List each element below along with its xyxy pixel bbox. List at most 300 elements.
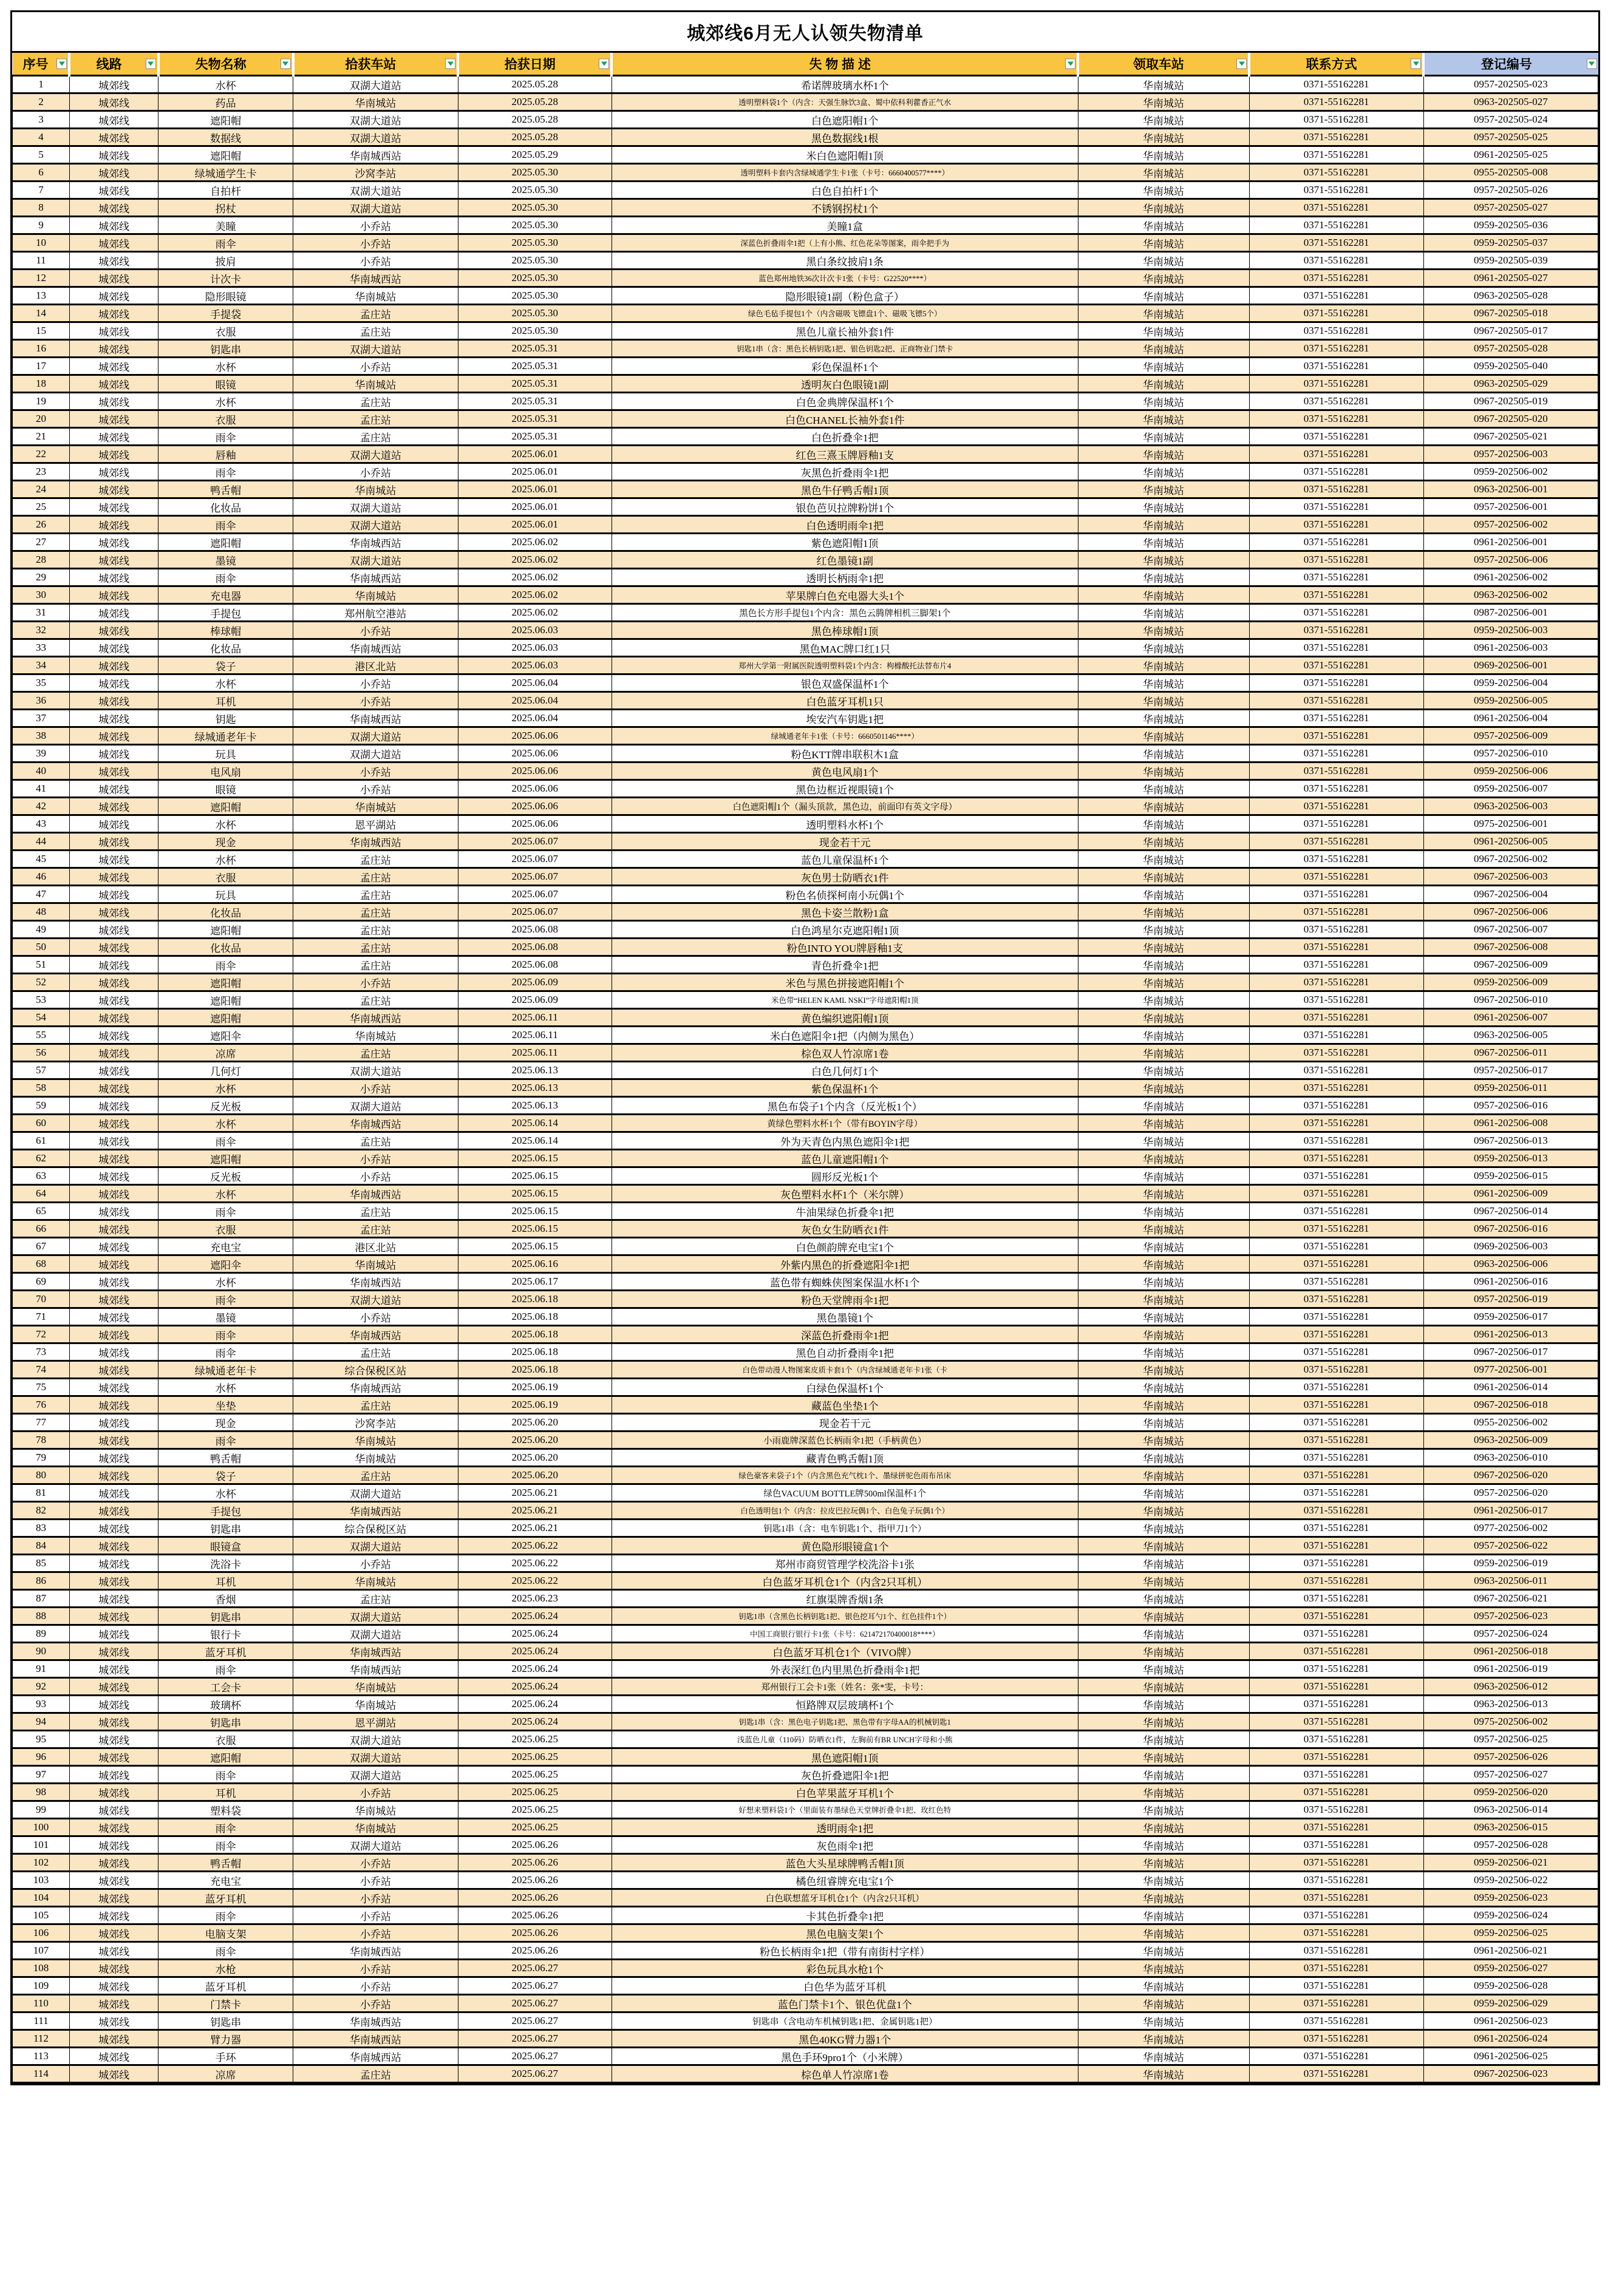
cell-description[interactable]: 钥匙1串（含：黑色电子钥匙1把、黑色带有字母AA的机械钥匙1 xyxy=(612,1713,1078,1731)
cell-description[interactable]: 蓝色儿童遮阳帽1个 xyxy=(612,1150,1078,1167)
cell-item_name[interactable]: 遮阳帽 xyxy=(158,1150,293,1167)
cell-found_date[interactable]: 2025.06.11 xyxy=(458,1009,612,1027)
cell-found_station[interactable]: 小乔站 xyxy=(293,763,458,780)
cell-found_station[interactable]: 华南城西站 xyxy=(293,639,458,657)
cell-item_name[interactable]: 臂力器 xyxy=(158,2030,293,2048)
cell-found_station[interactable]: 华南城西站 xyxy=(293,1273,458,1291)
cell-description[interactable]: 外紫内黑色的折叠遮阳伞1把 xyxy=(612,1255,1078,1273)
column-header-claim-station[interactable] xyxy=(1078,53,1249,76)
cell-no[interactable]: 53 xyxy=(13,991,70,1009)
cell-contact[interactable]: 0371-55162281 xyxy=(1249,1872,1423,1889)
cell-reg_no[interactable]: 0967-202506-016 xyxy=(1423,1220,1598,1238)
cell-no[interactable]: 84 xyxy=(13,1537,70,1555)
cell-description[interactable]: 钥匙1串（含：黑色长柄钥匙1把、银色钥匙2把、正商物业门禁卡 xyxy=(612,340,1078,358)
cell-reg_no[interactable]: 0963-202506-010 xyxy=(1423,1449,1598,1467)
cell-contact[interactable]: 0371-55162281 xyxy=(1249,2030,1423,2048)
cell-contact[interactable]: 0371-55162281 xyxy=(1249,1396,1423,1414)
cell-claim_station[interactable]: 华南城站 xyxy=(1078,270,1249,287)
cell-item_name[interactable]: 化妆品 xyxy=(158,939,293,956)
cell-line[interactable]: 城郊线 xyxy=(69,1625,158,1643)
cell-description[interactable]: 米白色遮阳帽1顶 xyxy=(612,146,1078,164)
cell-description[interactable]: 白色蓝牙耳机仓1个（内含2只耳机） xyxy=(612,1572,1078,1590)
cell-found_date[interactable]: 2025.06.11 xyxy=(458,1027,612,1044)
cell-found_date[interactable]: 2025.06.20 xyxy=(458,1467,612,1484)
cell-claim_station[interactable]: 华南城站 xyxy=(1078,939,1249,956)
cell-contact[interactable]: 0371-55162281 xyxy=(1249,1924,1423,1942)
cell-contact[interactable]: 0371-55162281 xyxy=(1249,446,1423,463)
cell-item_name[interactable]: 钥匙 xyxy=(158,710,293,727)
cell-reg_no[interactable]: 0959-202506-011 xyxy=(1423,1079,1598,1097)
cell-line[interactable]: 城郊线 xyxy=(69,410,158,428)
cell-reg_no[interactable]: 0967-202506-017 xyxy=(1423,1343,1598,1361)
cell-found_date[interactable]: 2025.06.01 xyxy=(458,498,612,516)
cell-claim_station[interactable]: 华南城站 xyxy=(1078,622,1249,639)
cell-contact[interactable]: 0371-55162281 xyxy=(1249,798,1423,815)
cell-item_name[interactable]: 雨伞 xyxy=(158,1291,293,1308)
cell-claim_station[interactable]: 华南城站 xyxy=(1078,516,1249,534)
cell-line[interactable]: 城郊线 xyxy=(69,146,158,164)
cell-reg_no[interactable]: 0959-202506-002 xyxy=(1423,463,1598,481)
cell-description[interactable]: 黑色棒球帽1顶 xyxy=(612,622,1078,639)
cell-no[interactable]: 74 xyxy=(13,1361,70,1379)
cell-claim_station[interactable]: 华南城站 xyxy=(1078,1484,1249,1502)
cell-found_station[interactable]: 双湖大道站 xyxy=(293,182,458,199)
cell-claim_station[interactable]: 华南城站 xyxy=(1078,1203,1249,1220)
cell-no[interactable]: 92 xyxy=(13,1678,70,1696)
cell-contact[interactable]: 0371-55162281 xyxy=(1249,1766,1423,1784)
cell-description[interactable]: 粉色KTT牌串联积木1盒 xyxy=(612,745,1078,763)
cell-claim_station[interactable]: 华南城站 xyxy=(1078,1731,1249,1748)
cell-no[interactable]: 19 xyxy=(13,393,70,410)
cell-claim_station[interactable]: 华南城站 xyxy=(1078,956,1249,974)
cell-line[interactable]: 城郊线 xyxy=(69,1062,158,1079)
cell-description[interactable]: 恒路牌双层玻璃杯1个 xyxy=(612,1696,1078,1713)
cell-reg_no[interactable]: 0959-202506-022 xyxy=(1423,1872,1598,1889)
cell-reg_no[interactable]: 0959-202505-040 xyxy=(1423,358,1598,375)
cell-description[interactable]: 外表深红色内里黑色折叠雨伞1把 xyxy=(612,1660,1078,1678)
cell-found_station[interactable]: 小乔站 xyxy=(293,1907,458,1924)
cell-line[interactable]: 城郊线 xyxy=(69,1432,158,1449)
cell-found_station[interactable]: 小乔站 xyxy=(293,1079,458,1097)
cell-item_name[interactable]: 遮阳帽 xyxy=(158,1748,293,1766)
cell-reg_no[interactable]: 0961-202506-005 xyxy=(1423,833,1598,851)
cell-description[interactable]: 苹果牌白色充电器大头1个 xyxy=(612,586,1078,604)
cell-line[interactable]: 城郊线 xyxy=(69,164,158,182)
cell-claim_station[interactable]: 华南城站 xyxy=(1078,1361,1249,1379)
cell-line[interactable]: 城郊线 xyxy=(69,1150,158,1167)
cell-item_name[interactable]: 玩具 xyxy=(158,886,293,903)
cell-reg_no[interactable]: 0963-202506-014 xyxy=(1423,1801,1598,1819)
cell-line[interactable]: 城郊线 xyxy=(69,76,158,93)
cell-item_name[interactable]: 化妆品 xyxy=(158,639,293,657)
cell-no[interactable]: 105 xyxy=(13,1907,70,1924)
cell-found_date[interactable]: 2025.06.06 xyxy=(458,763,612,780)
cell-item_name[interactable]: 遮阳伞 xyxy=(158,1255,293,1273)
cell-item_name[interactable]: 洗浴卡 xyxy=(158,1555,293,1572)
cell-no[interactable]: 38 xyxy=(13,727,70,745)
cell-no[interactable]: 61 xyxy=(13,1132,70,1150)
cell-found_station[interactable]: 小乔站 xyxy=(293,622,458,639)
cell-no[interactable]: 32 xyxy=(13,622,70,639)
cell-found_date[interactable]: 2025.06.06 xyxy=(458,780,612,798)
cell-found_date[interactable]: 2025.06.22 xyxy=(458,1555,612,1572)
cell-line[interactable]: 城郊线 xyxy=(69,674,158,692)
cell-line[interactable]: 城郊线 xyxy=(69,1555,158,1572)
cell-item_name[interactable]: 水杯 xyxy=(158,358,293,375)
cell-description[interactable]: 紫色遮阳帽1顶 xyxy=(612,534,1078,551)
cell-item_name[interactable]: 凉席 xyxy=(158,2065,293,2083)
cell-line[interactable]: 城郊线 xyxy=(69,763,158,780)
cell-found_station[interactable]: 小乔站 xyxy=(293,252,458,270)
cell-no[interactable]: 65 xyxy=(13,1203,70,1220)
cell-claim_station[interactable]: 华南城站 xyxy=(1078,1713,1249,1731)
cell-line[interactable]: 城郊线 xyxy=(69,270,158,287)
cell-found_station[interactable]: 华南城站 xyxy=(293,287,458,305)
cell-claim_station[interactable]: 华南城站 xyxy=(1078,1027,1249,1044)
cell-description[interactable]: 灰色折叠遮阳伞1把 xyxy=(612,1766,1078,1784)
cell-item_name[interactable]: 反光板 xyxy=(158,1097,293,1115)
cell-no[interactable]: 79 xyxy=(13,1449,70,1467)
cell-description[interactable]: 中国工商银行银行卡1张（卡号：621472170400018****） xyxy=(612,1625,1078,1643)
cell-contact[interactable]: 0371-55162281 xyxy=(1249,1027,1423,1044)
cell-no[interactable]: 58 xyxy=(13,1079,70,1097)
cell-found_date[interactable]: 2025.06.06 xyxy=(458,815,612,833)
cell-item_name[interactable]: 钥匙串 xyxy=(158,2012,293,2030)
cell-item_name[interactable]: 遮阳帽 xyxy=(158,974,293,991)
cell-description[interactable]: 深蓝色折叠雨伞1把（上有小熊、红色花朵等图案，雨伞把手为 xyxy=(612,234,1078,252)
cell-line[interactable]: 城郊线 xyxy=(69,481,158,498)
cell-no[interactable]: 87 xyxy=(13,1590,70,1608)
cell-reg_no[interactable]: 0967-202505-017 xyxy=(1423,322,1598,340)
cell-reg_no[interactable]: 0961-202506-003 xyxy=(1423,639,1598,657)
cell-claim_station[interactable]: 华南城站 xyxy=(1078,551,1249,569)
cell-contact[interactable]: 0371-55162281 xyxy=(1249,710,1423,727)
cell-item_name[interactable]: 绿城通学生卡 xyxy=(158,164,293,182)
cell-found_station[interactable]: 双湖大道站 xyxy=(293,1836,458,1854)
cell-claim_station[interactable]: 华南城站 xyxy=(1078,446,1249,463)
cell-claim_station[interactable]: 华南城站 xyxy=(1078,1396,1249,1414)
cell-found_station[interactable]: 孟庄站 xyxy=(293,1343,458,1361)
cell-line[interactable]: 城郊线 xyxy=(69,1731,158,1748)
cell-description[interactable]: 粉色天堂牌雨伞1把 xyxy=(612,1291,1078,1308)
cell-contact[interactable]: 0371-55162281 xyxy=(1249,463,1423,481)
cell-found_station[interactable]: 小乔站 xyxy=(293,974,458,991)
cell-found_station[interactable]: 华南城西站 xyxy=(293,569,458,586)
cell-reg_no[interactable]: 0961-202506-025 xyxy=(1423,2048,1598,2065)
cell-reg_no[interactable]: 0963-202506-001 xyxy=(1423,481,1598,498)
cell-reg_no[interactable]: 0967-202505-020 xyxy=(1423,410,1598,428)
cell-contact[interactable]: 0371-55162281 xyxy=(1249,287,1423,305)
cell-contact[interactable]: 0371-55162281 xyxy=(1249,1097,1423,1115)
cell-claim_station[interactable]: 华南城站 xyxy=(1078,569,1249,586)
cell-no[interactable]: 22 xyxy=(13,446,70,463)
cell-found_date[interactable]: 2025.05.31 xyxy=(458,410,612,428)
cell-description[interactable]: 美瞳1盒 xyxy=(612,217,1078,234)
cell-line[interactable]: 城郊线 xyxy=(69,498,158,516)
cell-line[interactable]: 城郊线 xyxy=(69,1836,158,1854)
cell-description[interactable]: 白色联想蓝牙耳机仓1个（内含2只耳机） xyxy=(612,1889,1078,1907)
cell-contact[interactable]: 0371-55162281 xyxy=(1249,1572,1423,1590)
cell-found_station[interactable]: 双湖大道站 xyxy=(293,1731,458,1748)
cell-no[interactable]: 14 xyxy=(13,305,70,322)
cell-item_name[interactable]: 鸭舌帽 xyxy=(158,1854,293,1872)
cell-item_name[interactable]: 袋子 xyxy=(158,1467,293,1484)
cell-contact[interactable]: 0371-55162281 xyxy=(1249,639,1423,657)
cell-found_date[interactable]: 2025.06.23 xyxy=(458,1590,612,1608)
cell-found_date[interactable]: 2025.06.18 xyxy=(458,1291,612,1308)
cell-claim_station[interactable]: 华南城站 xyxy=(1078,692,1249,710)
cell-contact[interactable]: 0371-55162281 xyxy=(1249,1942,1423,1960)
cell-contact[interactable]: 0371-55162281 xyxy=(1249,1291,1423,1308)
cell-reg_no[interactable]: 0959-202506-025 xyxy=(1423,1924,1598,1942)
cell-no[interactable]: 4 xyxy=(13,129,70,146)
cell-claim_station[interactable]: 华南城站 xyxy=(1078,886,1249,903)
cell-no[interactable]: 7 xyxy=(13,182,70,199)
cell-found_station[interactable]: 小乔站 xyxy=(293,1308,458,1326)
cell-line[interactable]: 城郊线 xyxy=(69,217,158,234)
cell-line[interactable]: 城郊线 xyxy=(69,551,158,569)
cell-claim_station[interactable]: 华南城站 xyxy=(1078,727,1249,745)
cell-line[interactable]: 城郊线 xyxy=(69,815,158,833)
cell-contact[interactable]: 0371-55162281 xyxy=(1249,1608,1423,1625)
cell-reg_no[interactable]: 0961-202506-007 xyxy=(1423,1009,1598,1027)
cell-found_date[interactable]: 2025.05.30 xyxy=(458,199,612,217)
cell-description[interactable]: 粉色INTO YOU牌唇釉1支 xyxy=(612,939,1078,956)
cell-found_station[interactable]: 双湖大道站 xyxy=(293,1608,458,1625)
cell-description[interactable]: 蓝色门禁卡1个、银色优盘1个 xyxy=(612,1995,1078,2012)
cell-claim_station[interactable]: 华南城站 xyxy=(1078,1977,1249,1995)
cell-claim_station[interactable]: 华南城站 xyxy=(1078,1608,1249,1625)
cell-found_date[interactable]: 2025.06.02 xyxy=(458,534,612,551)
cell-no[interactable]: 23 xyxy=(13,463,70,481)
cell-description[interactable]: 郑州市商贸管理学校洗浴卡1张 xyxy=(612,1555,1078,1572)
cell-found_date[interactable]: 2025.06.06 xyxy=(458,798,612,815)
cell-no[interactable]: 81 xyxy=(13,1484,70,1502)
cell-found_station[interactable]: 孟庄站 xyxy=(293,1203,458,1220)
cell-item_name[interactable]: 遮阳帽 xyxy=(158,798,293,815)
cell-found_station[interactable]: 小乔站 xyxy=(293,1924,458,1942)
cell-claim_station[interactable]: 华南城站 xyxy=(1078,2012,1249,2030)
cell-contact[interactable]: 0371-55162281 xyxy=(1249,868,1423,886)
cell-contact[interactable]: 0371-55162281 xyxy=(1249,358,1423,375)
cell-found_station[interactable]: 综合保税区站 xyxy=(293,1520,458,1537)
cell-description[interactable]: 白色CHANEL长袖外套1件 xyxy=(612,410,1078,428)
cell-found_station[interactable]: 华南城西站 xyxy=(293,1115,458,1132)
cell-found_date[interactable]: 2025.06.07 xyxy=(458,833,612,851)
cell-no[interactable]: 110 xyxy=(13,1995,70,2012)
cell-claim_station[interactable]: 华南城站 xyxy=(1078,481,1249,498)
cell-reg_no[interactable]: 0963-202505-028 xyxy=(1423,287,1598,305)
cell-reg_no[interactable]: 0959-202506-017 xyxy=(1423,1308,1598,1326)
cell-description[interactable]: 白色颜韵牌充电宝1个 xyxy=(612,1238,1078,1255)
cell-contact[interactable]: 0371-55162281 xyxy=(1249,270,1423,287)
cell-item_name[interactable]: 门禁卡 xyxy=(158,1995,293,2012)
cell-description[interactable]: 棕色双人竹凉席1卷 xyxy=(612,1044,1078,1062)
column-header-description[interactable] xyxy=(612,53,1078,76)
cell-item_name[interactable]: 水杯 xyxy=(158,1185,293,1203)
cell-contact[interactable]: 0371-55162281 xyxy=(1249,657,1423,674)
cell-item_name[interactable]: 遮阳帽 xyxy=(158,146,293,164)
cell-found_date[interactable]: 2025.06.16 xyxy=(458,1255,612,1273)
cell-description[interactable]: 钥匙1串（含黑色长柄钥匙1把、银色挖耳勺1个、红色挂件1个） xyxy=(612,1608,1078,1625)
cell-reg_no[interactable]: 0957-202506-027 xyxy=(1423,1766,1598,1784)
cell-line[interactable]: 城郊线 xyxy=(69,340,158,358)
cell-found_station[interactable]: 双湖大道站 xyxy=(293,111,458,129)
cell-item_name[interactable]: 披肩 xyxy=(158,252,293,270)
column-header-line[interactable] xyxy=(69,53,158,76)
cell-line[interactable]: 城郊线 xyxy=(69,903,158,921)
cell-reg_no[interactable]: 0987-202506-001 xyxy=(1423,604,1598,622)
cell-contact[interactable]: 0371-55162281 xyxy=(1249,393,1423,410)
cell-description[interactable]: 米色与黑色拼接遮阳帽1个 xyxy=(612,974,1078,991)
cell-found_date[interactable]: 2025.06.27 xyxy=(458,1977,612,1995)
cell-found_station[interactable]: 小乔站 xyxy=(293,463,458,481)
cell-line[interactable]: 城郊线 xyxy=(69,604,158,622)
cell-claim_station[interactable]: 华南城站 xyxy=(1078,1555,1249,1572)
cell-item_name[interactable]: 雨伞 xyxy=(158,463,293,481)
cell-line[interactable]: 城郊线 xyxy=(69,974,158,991)
cell-contact[interactable]: 0371-55162281 xyxy=(1249,674,1423,692)
cell-no[interactable]: 113 xyxy=(13,2048,70,2065)
cell-contact[interactable]: 0371-55162281 xyxy=(1249,1044,1423,1062)
cell-item_name[interactable]: 唇釉 xyxy=(158,446,293,463)
cell-no[interactable]: 95 xyxy=(13,1731,70,1748)
cell-item_name[interactable]: 衣服 xyxy=(158,322,293,340)
cell-found_station[interactable]: 孟庄站 xyxy=(293,1044,458,1062)
cell-claim_station[interactable]: 华南城站 xyxy=(1078,763,1249,780)
cell-contact[interactable]: 0371-55162281 xyxy=(1249,111,1423,129)
cell-found_date[interactable]: 2025.06.03 xyxy=(458,622,612,639)
cell-reg_no[interactable]: 0961-202506-002 xyxy=(1423,569,1598,586)
cell-claim_station[interactable]: 华南城站 xyxy=(1078,375,1249,393)
cell-description[interactable]: 银色芭贝拉牌粉饼1个 xyxy=(612,498,1078,516)
cell-no[interactable]: 90 xyxy=(13,1643,70,1660)
cell-no[interactable]: 82 xyxy=(13,1502,70,1520)
cell-item_name[interactable]: 电风扇 xyxy=(158,763,293,780)
cell-line[interactable]: 城郊线 xyxy=(69,93,158,111)
cell-reg_no[interactable]: 0957-202506-010 xyxy=(1423,745,1598,763)
cell-found_station[interactable]: 孟庄站 xyxy=(293,939,458,956)
cell-found_station[interactable]: 小乔站 xyxy=(293,1784,458,1801)
cell-line[interactable]: 城郊线 xyxy=(69,1995,158,2012)
cell-line[interactable]: 城郊线 xyxy=(69,1854,158,1872)
cell-description[interactable]: 粉色名侦探柯南小玩偶1个 xyxy=(612,886,1078,903)
cell-line[interactable]: 城郊线 xyxy=(69,322,158,340)
cell-claim_station[interactable]: 华南城站 xyxy=(1078,1414,1249,1432)
cell-line[interactable]: 城郊线 xyxy=(69,2048,158,2065)
cell-found_date[interactable]: 2025.06.25 xyxy=(458,1748,612,1766)
cell-no[interactable]: 64 xyxy=(13,1185,70,1203)
cell-found_station[interactable]: 双湖大道站 xyxy=(293,129,458,146)
cell-found_station[interactable]: 双湖大道站 xyxy=(293,551,458,569)
cell-no[interactable]: 31 xyxy=(13,604,70,622)
cell-no[interactable]: 60 xyxy=(13,1115,70,1132)
cell-contact[interactable]: 0371-55162281 xyxy=(1249,1220,1423,1238)
cell-item_name[interactable]: 计次卡 xyxy=(158,270,293,287)
cell-found_date[interactable]: 2025.06.21 xyxy=(458,1502,612,1520)
cell-line[interactable]: 城郊线 xyxy=(69,2012,158,2030)
cell-found_station[interactable]: 双湖大道站 xyxy=(293,745,458,763)
cell-found_date[interactable]: 2025.06.07 xyxy=(458,903,612,921)
cell-line[interactable]: 城郊线 xyxy=(69,1977,158,1995)
cell-item_name[interactable]: 雨伞 xyxy=(158,516,293,534)
cell-item_name[interactable]: 水杯 xyxy=(158,1484,293,1502)
filter-button[interactable] xyxy=(56,59,67,69)
cell-item_name[interactable]: 蓝牙耳机 xyxy=(158,1889,293,1907)
cell-contact[interactable]: 0371-55162281 xyxy=(1249,481,1423,498)
cell-item_name[interactable]: 电脑支架 xyxy=(158,1924,293,1942)
cell-claim_station[interactable]: 华南城站 xyxy=(1078,639,1249,657)
cell-claim_station[interactable]: 华南城站 xyxy=(1078,1889,1249,1907)
cell-no[interactable]: 2 xyxy=(13,93,70,111)
cell-contact[interactable]: 0371-55162281 xyxy=(1249,1203,1423,1220)
cell-reg_no[interactable]: 0957-202506-019 xyxy=(1423,1291,1598,1308)
cell-item_name[interactable]: 雨伞 xyxy=(158,1907,293,1924)
filter-button[interactable] xyxy=(599,59,609,69)
cell-contact[interactable]: 0371-55162281 xyxy=(1249,305,1423,322)
cell-no[interactable]: 13 xyxy=(13,287,70,305)
cell-reg_no[interactable]: 0963-202506-015 xyxy=(1423,1819,1598,1836)
cell-claim_station[interactable]: 华南城站 xyxy=(1078,851,1249,868)
cell-claim_station[interactable]: 华南城站 xyxy=(1078,182,1249,199)
cell-item_name[interactable]: 钥匙串 xyxy=(158,1608,293,1625)
cell-description[interactable]: 银色双盛保温杯1个 xyxy=(612,674,1078,692)
cell-no[interactable]: 27 xyxy=(13,534,70,551)
cell-line[interactable]: 城郊线 xyxy=(69,1255,158,1273)
cell-no[interactable]: 34 xyxy=(13,657,70,674)
cell-reg_no[interactable]: 0975-202506-002 xyxy=(1423,1713,1598,1731)
cell-no[interactable]: 57 xyxy=(13,1062,70,1079)
cell-line[interactable]: 城郊线 xyxy=(69,111,158,129)
cell-line[interactable]: 城郊线 xyxy=(69,710,158,727)
cell-found_station[interactable]: 双湖大道站 xyxy=(293,1484,458,1502)
cell-claim_station[interactable]: 华南城站 xyxy=(1078,76,1249,93)
cell-claim_station[interactable]: 华南城站 xyxy=(1078,1572,1249,1590)
cell-no[interactable]: 16 xyxy=(13,340,70,358)
cell-claim_station[interactable]: 华南城站 xyxy=(1078,1643,1249,1660)
cell-line[interactable]: 城郊线 xyxy=(69,516,158,534)
cell-item_name[interactable]: 遮阳帽 xyxy=(158,1009,293,1027)
sheet-title[interactable]: 城郊线6月无人认领失物清单 xyxy=(12,12,1598,53)
cell-claim_station[interactable]: 华南城站 xyxy=(1078,1115,1249,1132)
filter-button[interactable] xyxy=(1236,59,1247,69)
cell-contact[interactable]: 0371-55162281 xyxy=(1249,2048,1423,2065)
cell-found_date[interactable]: 2025.05.31 xyxy=(458,428,612,446)
cell-no[interactable]: 52 xyxy=(13,974,70,991)
cell-item_name[interactable]: 雨伞 xyxy=(158,1132,293,1150)
cell-reg_no[interactable]: 0967-202506-003 xyxy=(1423,868,1598,886)
cell-reg_no[interactable]: 0955-202506-002 xyxy=(1423,1414,1598,1432)
cell-found_date[interactable]: 2025.06.18 xyxy=(458,1308,612,1326)
cell-line[interactable]: 城郊线 xyxy=(69,1326,158,1343)
cell-contact[interactable]: 0371-55162281 xyxy=(1249,886,1423,903)
cell-line[interactable]: 城郊线 xyxy=(69,1079,158,1097)
cell-description[interactable]: 埃安汽车钥匙1把 xyxy=(612,710,1078,727)
cell-contact[interactable]: 0371-55162281 xyxy=(1249,569,1423,586)
cell-found_station[interactable]: 双湖大道站 xyxy=(293,1097,458,1115)
cell-claim_station[interactable]: 华南城站 xyxy=(1078,798,1249,815)
cell-reg_no[interactable]: 0959-202506-003 xyxy=(1423,622,1598,639)
cell-item_name[interactable]: 充电宝 xyxy=(158,1238,293,1255)
cell-contact[interactable]: 0371-55162281 xyxy=(1249,586,1423,604)
cell-no[interactable]: 63 xyxy=(13,1167,70,1185)
cell-claim_station[interactable]: 华南城站 xyxy=(1078,393,1249,410)
cell-claim_station[interactable]: 华南城站 xyxy=(1078,463,1249,481)
cell-claim_station[interactable]: 华南城站 xyxy=(1078,199,1249,217)
cell-no[interactable]: 98 xyxy=(13,1784,70,1801)
cell-reg_no[interactable]: 0967-202506-006 xyxy=(1423,903,1598,921)
cell-description[interactable]: 灰色男士防晒衣1件 xyxy=(612,868,1078,886)
